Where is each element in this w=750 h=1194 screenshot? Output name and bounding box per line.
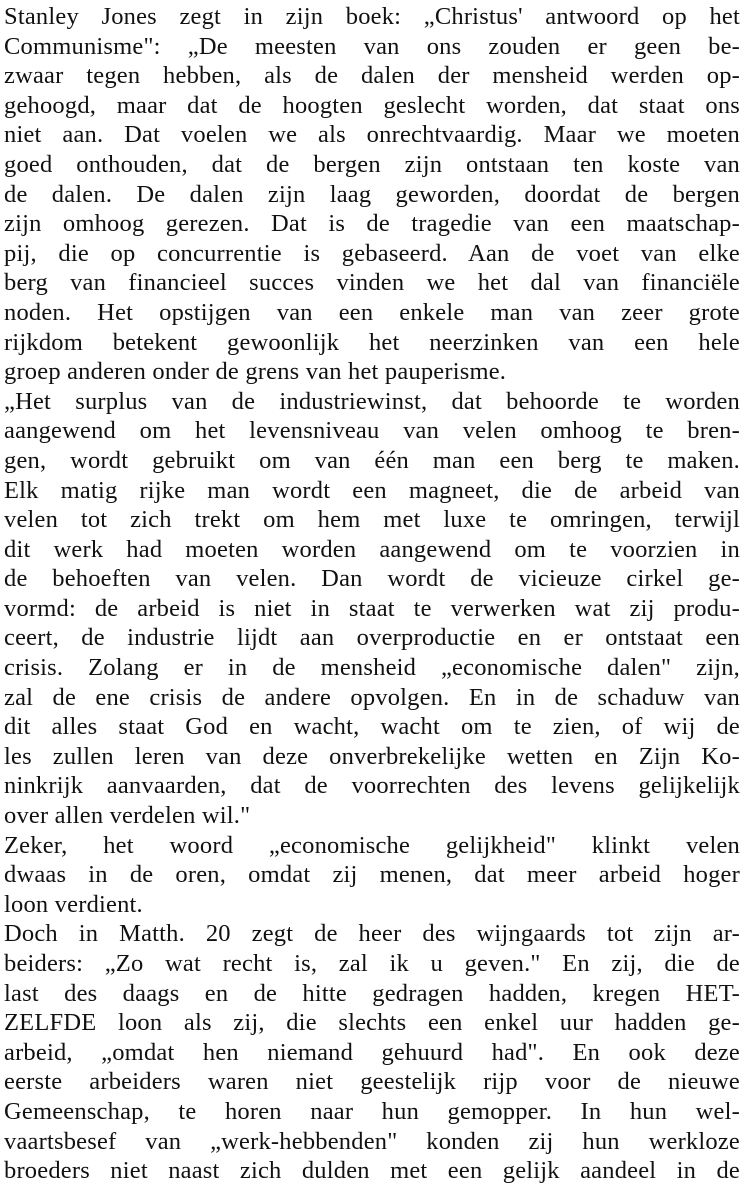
text-line: „Het surplus van de industriewinst, dat behoorde te worden (4, 387, 740, 415)
text-line: vormd: de arbeid is niet in staat te verwerken wat zij produ- (4, 594, 740, 622)
text-line: vaartsbesef van „werk-hebbenden" konden zij hun werkloze (4, 1127, 740, 1155)
text-line: de behoeften van velen. Dan wordt de vicieuze cirkel ge- (4, 565, 740, 593)
text-line: Stanley Jones zegt in zijn boek: „Christus' antwoord op het (4, 3, 740, 30)
text-line: over allen verdelen wil." (4, 802, 251, 830)
text-line: velen tot zich trekt om hem met luxe te omringen, terwijl (4, 506, 740, 534)
paragraph (4, 831, 740, 920)
text-line: aangewend om het levensniveau van velen omhoog te bren- (4, 417, 740, 445)
text-line: gen, wordt gebruikt om van één man een berg te maken. (4, 446, 740, 474)
text-line: Elk matig rijke man wordt een magneet, die de arbeid van (4, 476, 740, 504)
text-line: eerste arbeiders waren niet geestelijk rijp voor de nieuwe (4, 1068, 740, 1096)
text-line: ZELFDE loon als zij, die slechts een enkel uur hadden ge- (4, 1009, 740, 1037)
text-line: dit werk had moeten worden aangewend om te voorzien in (4, 535, 740, 563)
text-line: rijkdom betekent gewoonlijk het neerzinken van een hele (4, 328, 740, 356)
text-line: Zeker, het woord „economische gelijkheid" klinkt velen (4, 831, 740, 859)
text-line: ceert, de industrie lijdt aan overproductie en er ontstaat een (4, 624, 740, 652)
text-line: les zullen leren van deze onverbrekelijke wetten en Zijn Ko- (4, 742, 740, 770)
paragraph (4, 2, 740, 387)
text-line: berg van financieel succes vinden we het dal van financiële (4, 269, 740, 297)
paragraph (4, 387, 740, 831)
text-line: ninkrijk aanvaarden, dat de voorrechten des levens gelijkelijk (4, 772, 740, 800)
text-line: de dalen. De dalen zijn laag geworden, doordat de bergen (4, 180, 740, 208)
text-line: loon verdient. (4, 890, 143, 918)
text-line: groep anderen onder de grens van het pauperisme. (4, 358, 507, 386)
text-line: zal de ene crisis de andere opvolgen. En in de schaduw van (4, 683, 740, 711)
text-line: beiders: „Zo wat recht is, zal ik u geven." En zij, die de (4, 950, 740, 977)
text-line: Gemeenschap, te horen naar hun gemopper. In hun wel- (4, 1097, 740, 1125)
document-page (4, 2, 740, 1186)
text-line: niet aan. Dat voelen we als onrechtvaardig. Maar we moeten (4, 121, 740, 149)
text-line: noden. Het opstijgen van een enkele man van zeer grote (4, 298, 740, 326)
paragraph (4, 919, 740, 1185)
text-line: goed onthouden, dat de bergen zijn ontstaan ten koste van (4, 150, 740, 178)
text-line: Communisme": „De meesten van ons zouden er geen be- (4, 32, 740, 60)
text-line: last des daags en de hitte gedragen hadden, kregen HET- (4, 979, 740, 1007)
text-line: broeders niet naast zich dulden met een gelijk aandeel in de (4, 1157, 740, 1185)
text-line: dwaas in de oren, omdat zij menen, dat meer arbeid hoger (4, 861, 740, 889)
text-line: gehoogd, maar dat de hoogten geslecht worden, dat staat ons (4, 91, 740, 119)
text-line: dit alles staat God en wacht, wacht om te zien, of wij de (4, 713, 740, 741)
text-line: zwaar tegen hebben, als de dalen der mensheid werden op- (4, 62, 740, 90)
text-line: crisis. Zolang er in de mensheid „economische dalen" zijn, (4, 654, 740, 682)
text-line: Doch in Matth. 20 zegt de heer des wijngaards tot zijn ar- (4, 920, 740, 948)
text-line: arbeid, „omdat hen niemand gehuurd had". En ook deze (4, 1038, 740, 1066)
text-line: zijn omhoog gerezen. Dat is de tragedie van een maatschap- (4, 210, 740, 238)
text-line: pij, die op concurrentie is gebaseerd. Aan de voet van elke (4, 239, 740, 267)
